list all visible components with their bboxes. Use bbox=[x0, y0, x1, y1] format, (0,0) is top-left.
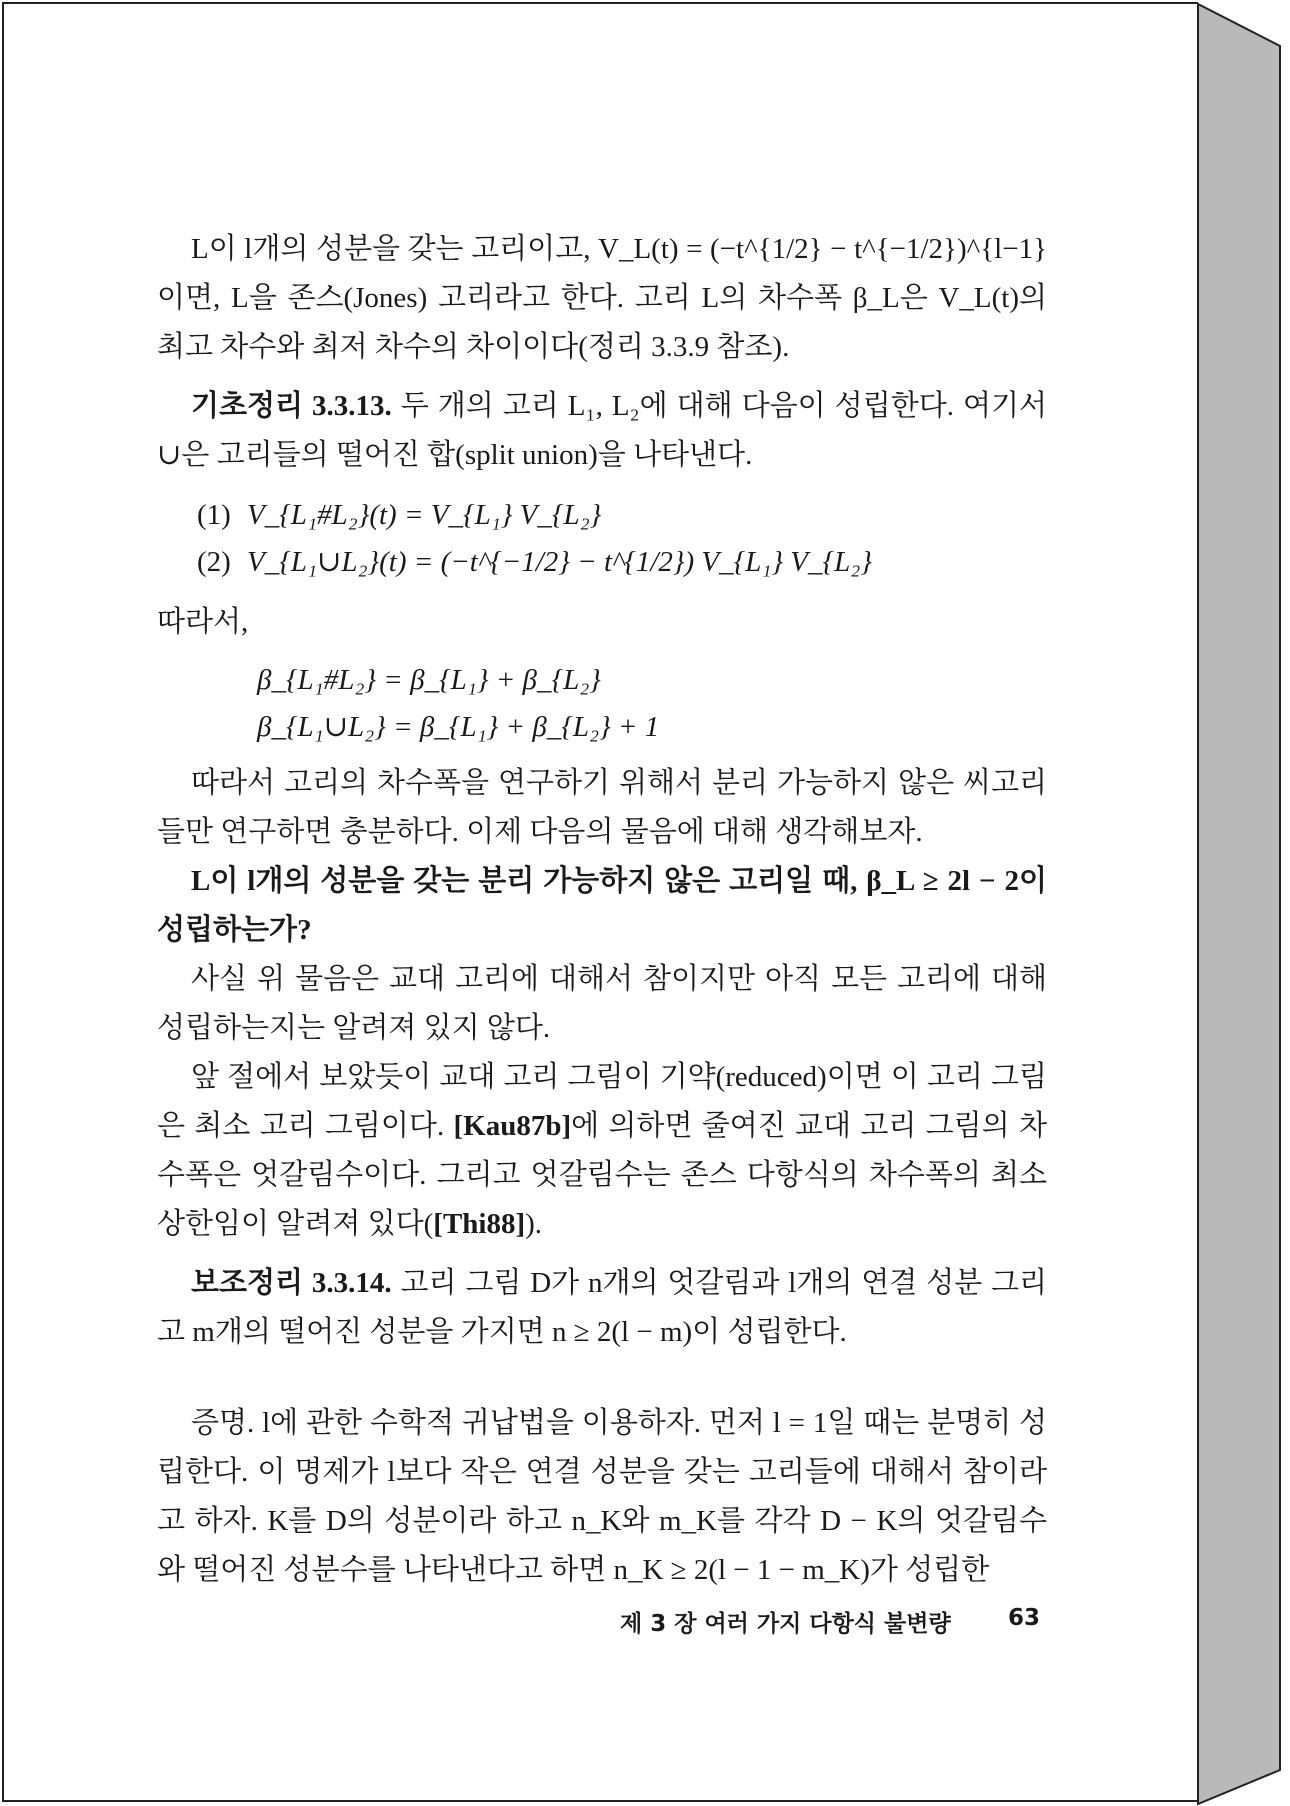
lemma-3-3-14 bbox=[157, 1259, 1047, 1357]
reference-kau87b: [Kau87b] bbox=[453, 1110, 572, 1142]
formula-number: (1) bbox=[197, 499, 231, 531]
lemma-label: 보조정리 3.3.14. bbox=[191, 1267, 392, 1299]
question-bold: L이 l개의 성분을 갖는 분리 가능하지 않은 고리일 때, β_L ≥ 2l − 2이 성립하는가? bbox=[157, 865, 1047, 946]
page-content bbox=[157, 225, 1047, 1595]
text-segment: 앞 절에서 보았듯이 교대 고리 그림이 기약(reduced)이면 이 고리 그림은 최소 고리 그림이다. bbox=[157, 1061, 1047, 1142]
text-segment: ). bbox=[525, 1208, 543, 1240]
formula-4: β_{L₁∪L₂} = β_{L₁} + β_{L₂} + 1 bbox=[257, 711, 660, 743]
page-footer bbox=[620, 1605, 1040, 1638]
formula-list bbox=[197, 492, 1047, 586]
theorem-label: 기초정리 3.3.13. bbox=[191, 390, 392, 422]
formula-1 bbox=[197, 492, 1047, 539]
paragraph-alternating: 사실 위 물음은 교대 고리에 대해서 참이지만 아직 모든 고리에 대해 성립하는지는 알려져 있지 않다. bbox=[157, 963, 1047, 1044]
formula-2 bbox=[197, 539, 1047, 586]
formula-expression: V_{L₁#L₂}(t) = V_{L₁} V_{L₂} bbox=[247, 499, 602, 531]
theorem-3-3-13 bbox=[157, 382, 1047, 480]
chapter-title: 제 3 장 여러 가지 다항식 불변량 bbox=[620, 1611, 951, 1637]
paragraph-reduced-diagram bbox=[157, 1053, 1047, 1249]
paragraph-therefore: 따라서, bbox=[157, 606, 249, 638]
text-segment: 에 의하면 줄여진 교대 고리 그림의 차수폭은 엇갈림수이다. 그리고 엇갈림수는 존스 다항식의 차수폭의 최소 상한임이 알려져 있다( bbox=[157, 1110, 1047, 1240]
paragraph-split-links: 따라서 고리의 차수폭을 연구하기 위해서 분리 가능하지 않은 씨고리들만 연구하면 충분하다. 이제 다음의 물음에 대해 생각해보자. bbox=[157, 767, 1047, 848]
proof-paragraph: 증명. l에 관한 수학적 귀납법을 이용하자. 먼저 l = 1일 때는 분명히 성립한다. 이 명제가 l보다 작은 연결 성분을 갖는 고리들에 대해서 참이라고 하자. K를 D의 성분이라 하고 n_K와 m_K를 각각 D − K의 엇갈림수와 떨어진 성분수를 나타낸다고 하면 n_K ≥ 2(l − 1 − m_K)가 성립한 bbox=[157, 1407, 1047, 1586]
formula-expression: V_{L₁∪L₂}(t) = (−t^{−1/2} − t^{1/2}) V_{L₁} V_{L₂} bbox=[247, 546, 872, 578]
lemma-body: 고리 그림 D가 n개의 엇갈림과 l개의 연결 성분 그리고 m개의 떨어진 성분을 가지면 n ≥ 2(l − m)이 성립한다. bbox=[157, 1267, 1047, 1348]
theorem-body: 두 개의 고리 L₁, L₂에 대해 다음이 성립한다. 여기서 ∪은 고리들의 떨어진 합(split union)을 나타낸다. bbox=[157, 390, 1048, 471]
paragraph-jones-link: L이 l개의 성분을 갖는 고리이고, V_L(t) = (−t^{1/2} − t^{−1/2})^{l−1} 이면, L을 존스(Jones) 고리라고 한다. 고리 L의 차수폭 β_L은 V_L(t)의 최고 차수와 최저 차수의 차이이다(정리 3.3.9 참조). bbox=[157, 233, 1047, 363]
formula-block bbox=[257, 657, 1047, 751]
formula-number: (2) bbox=[197, 546, 231, 578]
formula-3: β_{L₁#L₂} = β_{L₁} + β_{L₂} bbox=[257, 664, 601, 696]
page-number: 63 bbox=[1007, 1605, 1040, 1631]
reference-thi88: [Thi88] bbox=[433, 1208, 526, 1240]
